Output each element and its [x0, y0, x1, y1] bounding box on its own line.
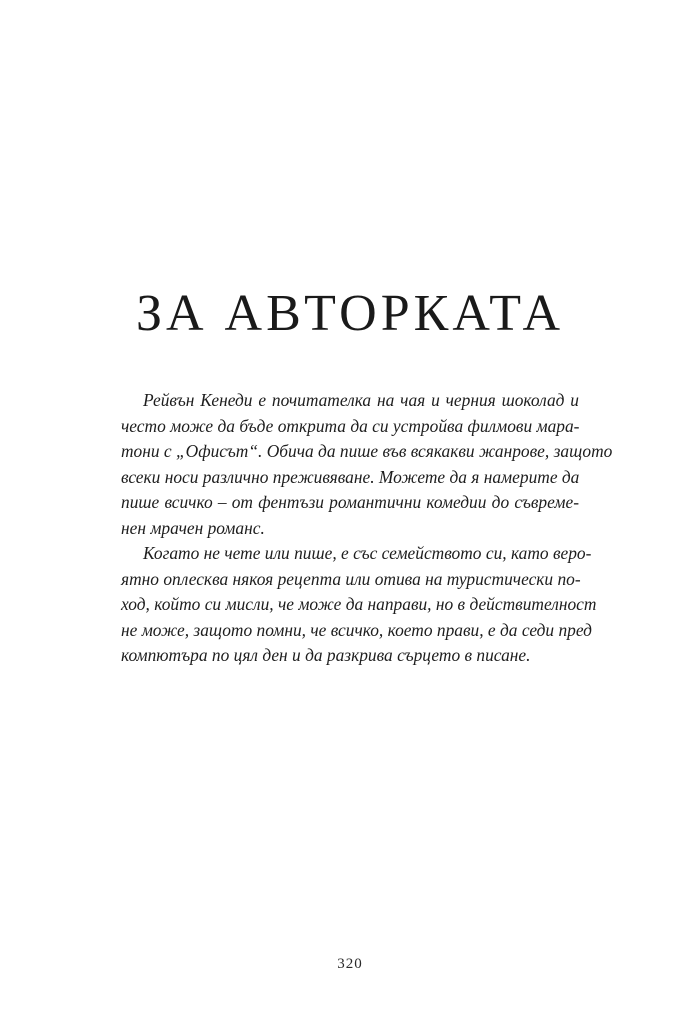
- page-number: 320: [337, 956, 363, 972]
- text-line: ятно оплесква някоя рецепта или отива на туристически по-: [121, 568, 581, 589]
- author-bio: [121, 388, 613, 669]
- text-line: Рейвън Кенеди е почитателка на чая и черния шоколад и: [143, 390, 579, 410]
- bio-paragraph-2: [121, 541, 597, 669]
- text-line: тони с „Офисът“. Обича да пише във всякакви жанрове, защото: [121, 441, 613, 461]
- text-line: често може да бъде открита да си устройва филмови мара-: [121, 415, 580, 436]
- page-title: ЗА АВТОРКАТА: [135, 285, 565, 342]
- text-line: компютъра по цял ден и да разкрива сърцето в писане.: [121, 645, 531, 665]
- text-line: Когато не чете или пише, е със семейството си, като веро-: [143, 543, 592, 563]
- bio-paragraph-1: [121, 388, 613, 541]
- text-line: не може, защото помни, че всичко, което прави, е да седи пред: [121, 619, 592, 640]
- text-line: пише всичко – от фентъзи романтични комедии до съвреме-: [121, 492, 579, 512]
- text-line: всеки носи различно преживяване. Можете да я намерите да: [121, 466, 580, 487]
- text-line: нен мрачен романс.: [121, 517, 265, 538]
- text-line: ход, който си мисли, че може да направи, но в действителност: [121, 594, 597, 614]
